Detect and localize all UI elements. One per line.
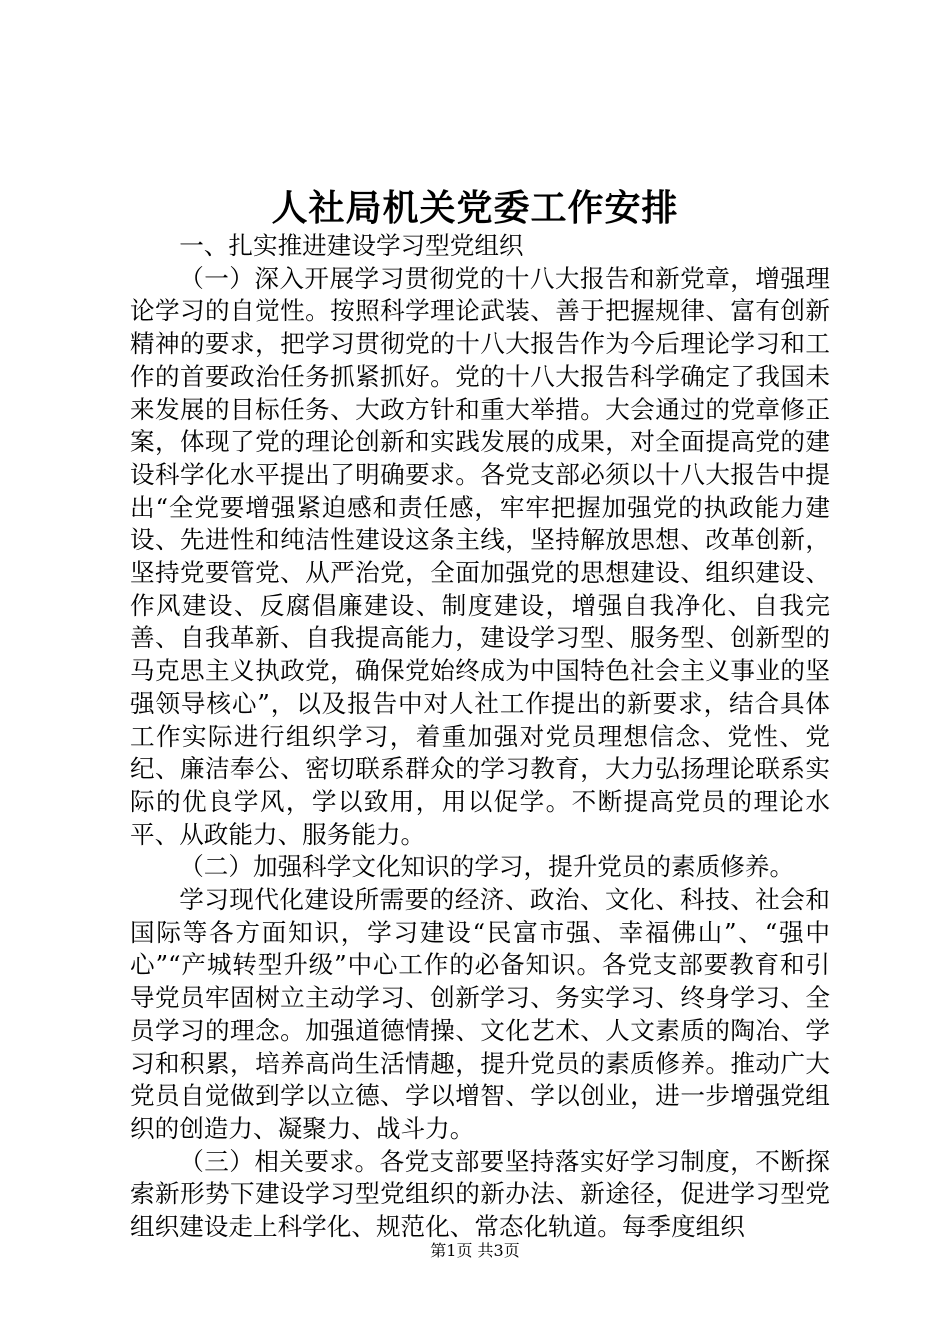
document-title: 人社局机关党委工作安排	[271, 187, 679, 229]
paragraph: （一）深入开展学习贯彻党的十八大报告和新党章，增强理论学习的自觉性。按照科学理论武装、善于把握规律、富有创新精神的要求，把学习贯彻党的十八大报告作为今后理论学习和工作的首要政治任务抓紧抓好。党的十八大报告科学确定了我国未来发展的目标任务、大政方针和重大举措。大会通过的党章修正案，体现了党的理论创新和实践发展的成果，对全面提高党的建设科学化水平提出了明确要求。各党支部必须以十八大报告中提出“全党要增强紧迫感和责任感，牢牢把握加强党的执政能力建设、先进性和纯洁性建设这条主线，坚持解放思想、改革创新，坚持党要管党、从严治党，全面加强党的思想建设、组织建设、作风建设、反腐倡廉建设、制度建设，增强自我净化、自我完善、自我革新、自我提高能力，建设学习型、服务型、创新型的马克思主义执政党，确保党始终成为中国特色社会主义事业的坚强领导核心”，以及报告中对人社工作提出的新要求，结合具体工作实际进行组织学习，着重加强对党员理想信念、党性、党纪、廉洁奉公、密切联系群众的学习教育，大力弘扬理论联系实际的优良学风，学以致用，用以促学。不断提高党员的理论水平、从政能力、服务能力。	[130, 263, 830, 849]
page-footer: 第1页 共3页	[430, 1241, 520, 1260]
paragraph: 学习现代化建设所需要的经济、政治、文化、科技、社会和国际等各方面知识，学习建设“民富市强、幸福佛山”、“强中心”“产城转型升级”中心工作的必备知识。各党支部要教育和引导党员牢固树立主动学习、创新学习、务实学习、终身学习、全员学习的理念。加强道德情操、文化艺术、人文素质的陶冶、学习和积累，培养高尚生活情趣，提升党员的素质修养。推动广大党员自觉做到学以立德、学以增智、学以创业，进一步增强党组织的创造力、凝聚力、战斗力。	[130, 885, 830, 1143]
document-body	[130, 230, 830, 1244]
subsection-heading: （二）加强科学文化知识的学习，提升党员的素质修养。	[179, 852, 795, 882]
paragraph: （三）相关要求。各党支部要坚持落实好学习制度，不断探索新形势下建设学习型党组织的新办法、新途径，促进学习型党组织建设走上科学化、规范化、常态化轨道。每季度组织	[130, 1146, 830, 1242]
section-heading: 一、扎实推进建设学习型党组织	[179, 231, 524, 260]
